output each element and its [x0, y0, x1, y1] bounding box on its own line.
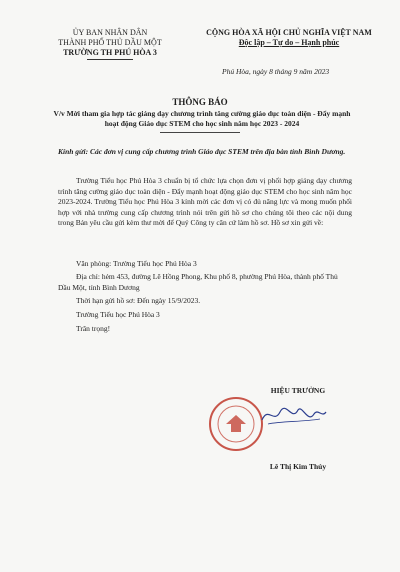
- document-subject: V/v Mời tham gia hợp tác giảng dạy chương trình tăng cường giáo dục toàn diện - Đẩy mạnh hoạt động Giáo dục STEM cho học sinh năm học 2023 - 2024: [53, 109, 351, 128]
- school-name: TRƯỜNG TH PHÚ HÒA 3: [63, 48, 157, 57]
- handwritten-signature: [258, 400, 328, 430]
- issuer-block: [40, 28, 180, 60]
- national-motto: Độc lập – Tự do – Hạnh phúc: [238, 38, 340, 47]
- issuer-line-2: THÀNH PHỐ THỦ DẦU MỘT: [58, 38, 162, 47]
- document-title: THÔNG BÁO: [172, 97, 228, 107]
- issuer-line-1: ỦY BAN NHÂN DÂN: [72, 28, 148, 37]
- office-line: Văn phòng: Trường Tiểu học Phú Hòa 3: [76, 259, 197, 268]
- body-paragraph: Trường Tiểu học Phú Hòa 3 chuẩn bị tổ chức lựa chọn đơn vị phối hợp giảng dạy chương trình tăng cường giáo dục toàn diện - Đẩy mạnh hoạt động giáo dục STEM cho học sinh năm học 2023-2024. Trường Tiểu học Phú Hòa 3 kính mời các đơn vị có đủ năng lực và mong muốn phối hợp với nhà trường cung cấp chương trình nói trên gửi hồ sơ cho chúng tôi theo các nội dung trong Bản yêu cầu gửi kèm thư mời để Quý Công ty căn cứ làm hồ sơ. Hồ sơ xin gửi về:: [58, 176, 352, 227]
- signer-title: HIỆU TRƯỞNG: [270, 386, 326, 395]
- closing-line: Trân trọng!: [76, 324, 111, 333]
- issuer-underline: [87, 59, 133, 60]
- subject-divider: [160, 132, 240, 133]
- issue-date: Phú Hòa, ngày 8 tháng 9 năm 2023: [222, 67, 330, 76]
- national-header: [196, 28, 382, 48]
- deadline-line: Thời hạn gửi hồ sơ: Đến ngày 15/9/2023.: [76, 296, 201, 305]
- official-stamp: [208, 396, 264, 452]
- address-line: Địa chỉ: hẻm 453, đường Lê Hồng Phong, Khu phố 8, phường Phú Hòa, thành phố Thủ Dầu Một, tỉnh Bình Dương: [58, 272, 338, 292]
- closing-school-line: Trường Tiểu học Phú Hòa 3: [76, 310, 160, 319]
- nation-name: CỘNG HÒA XÃ HỘI CHỦ NGHĨA VIỆT NAM: [206, 28, 372, 37]
- salutation: Kính gửi: Các đơn vị cung cấp chương trình Giáo dục STEM trên địa bàn tỉnh Bình Dương.: [58, 147, 346, 156]
- signer-name: Lê Thị Kim Thúy: [269, 462, 327, 471]
